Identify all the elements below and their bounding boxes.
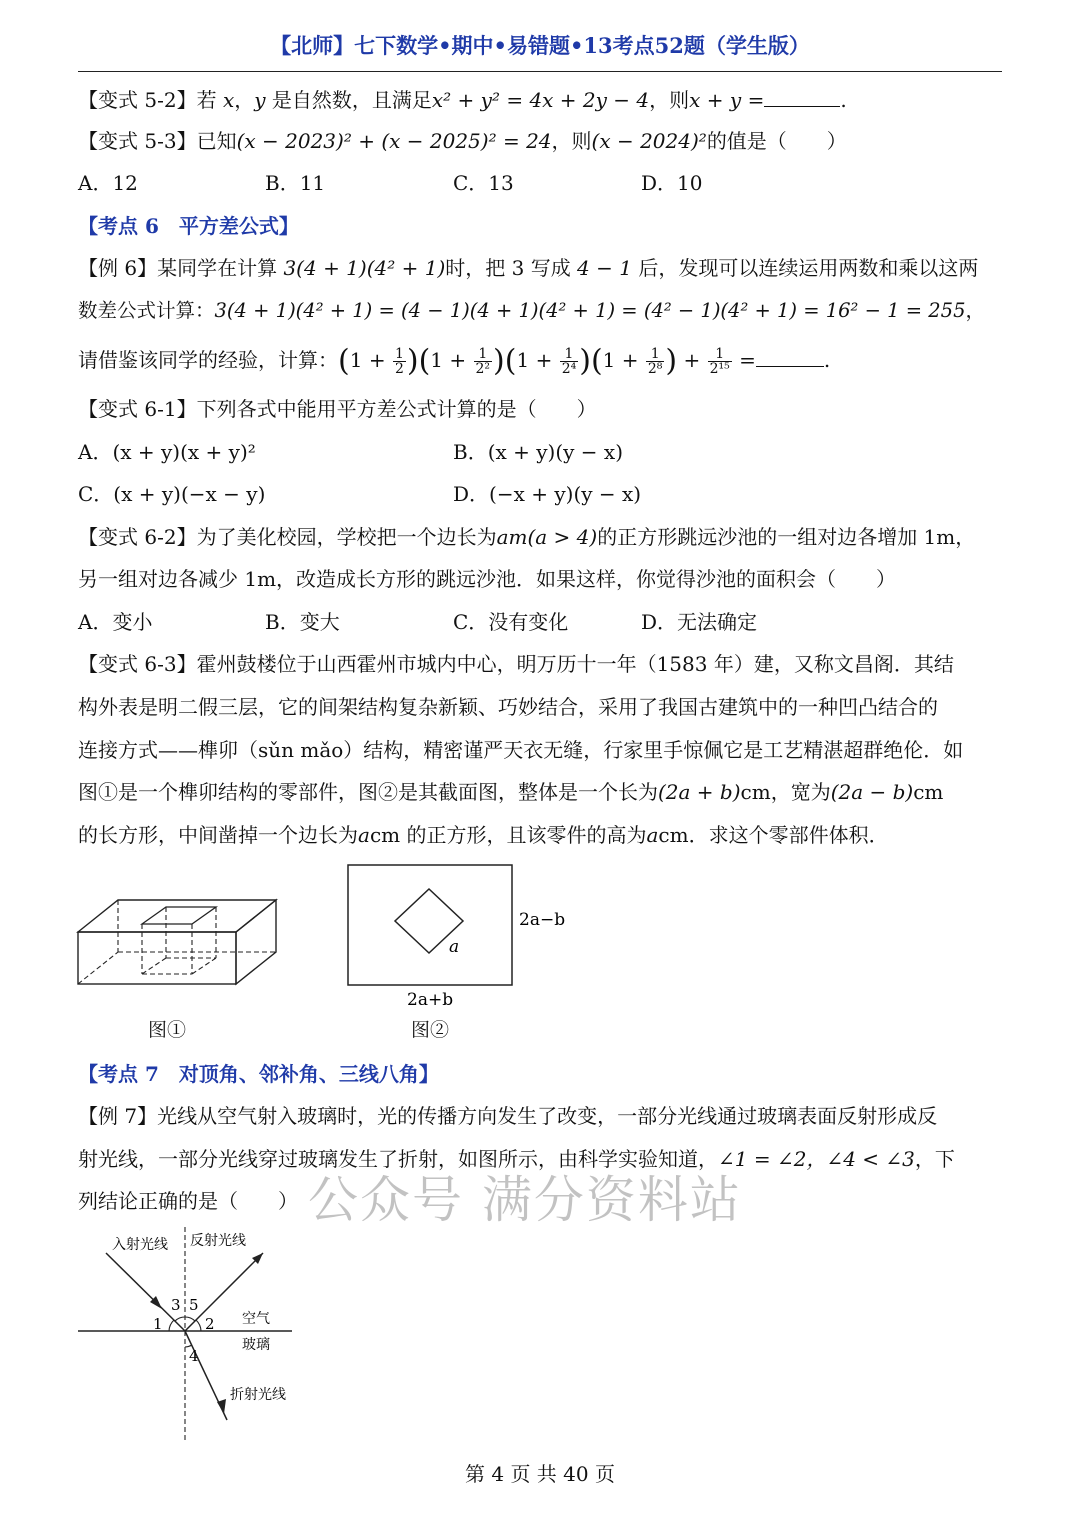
option-b[interactable]: B．变大 [265,610,340,634]
angle-5-label: 5 [189,1296,199,1314]
glass-label: 玻璃 [242,1337,270,1353]
example-label: 【例 6】 [78,256,158,280]
inner-side-label: a [449,937,460,957]
fraction: $\frac{1}{\text{2⁴}}$ [561,346,577,377]
figure-3-light-refraction [70,1225,310,1445]
side-label: 2a−b [519,910,566,930]
example-6-line-2: 数差公式计算：3(4 + 1)(4² + 1) = (4 − 1)(4 + 1)(4² + 1) = (4² − 1)(4² + 1) = 16² − 1 = 255， [78,299,985,322]
angle-3-label: 3 [171,1296,181,1314]
reflected-label: 反射光线 [190,1233,246,1249]
option-d[interactable]: D．10 [641,171,703,195]
header-divider [78,71,1002,72]
angle-1-label: 1 [153,1315,163,1333]
incident-ray [106,1253,185,1331]
fraction: $\frac{1}{\text{2²}}$ [475,346,491,377]
option-a[interactable]: A．12 [78,171,138,195]
fraction: $\frac{1}{\text{2¹⁵}}$ [709,346,730,377]
air-label: 空气 [242,1311,270,1327]
question-6-3-line-5: 的长方形，中间凿掉一个边长为acm 的正方形，且该零件的高为acm．求这个零部件体积． [78,823,889,847]
question-label: 【变式 6-2】 [78,525,197,549]
outer-rectangle [348,865,512,985]
option-c[interactable]: C．13 [453,171,514,195]
box-front-face [78,932,236,984]
option-a[interactable]: A．(x + y)(x + y)² [78,440,256,464]
question-5-3: 【变式 5-3】已知(x − 2023)² + (x − 2025)² = 24，则(x − 2024)²的值是（ ） [78,129,847,153]
angle-2-arc [196,1320,201,1331]
angle-4-label: 4 [189,1347,199,1365]
incident-label: 入射光线 [112,1237,168,1253]
question-6-3-line-1: 【变式 6-3】霍州鼓楼位于山西霍州市城内中心，明万历十一年（1583 年）建，又称文昌阁．其结 [78,652,954,676]
bottom-label: 2a+b [407,990,454,1010]
answer-blank[interactable] [756,366,824,367]
example-6-line-3: 请借鉴该同学的经验，计算：(1 + $\frac{1}{2}$ )(1 + $\frac{1}{\text{2²}}$ )(1 + $\frac{1}{\text{2⁴}}$ )(1 + $\frac{1}{\text{2⁸}}$ ) + $\frac{1}{\text{2¹⁵}}$ = . [78,343,831,379]
section-heading-7: 【考点 7 对顶角、邻补角、三线八角】 [78,1062,439,1086]
answer-blank[interactable] [764,106,840,107]
question-6-3-line-4: 图①是一个榫卯结构的零部件，图②是其截面图，整体是一个长为(2a + b)cm，宽为(2a − b)cm [78,780,944,804]
question-label: 【变式 6-1】 [78,397,197,421]
question-5-2: 【变式 5-2】若 x，y 是自然数，且满足x² + y² = 4x + 2y − 4，则x + y = . [78,88,847,112]
section-heading-6: 【考点 6 平方差公式】 [78,214,299,238]
fraction: $\frac{1}{2}$ [394,346,404,377]
mortise-square [142,907,216,924]
example-7-line-3: 列结论正确的是（ ） [78,1189,298,1213]
question-label: 【变式 5-2】 [78,88,197,112]
fraction: $\frac{1}{\text{2⁸}}$ [647,346,663,377]
angle-1-arc [169,1320,174,1331]
equation: (x − 2023)² + (x − 2025)² = 24 [236,129,552,153]
angle-3-arc [175,1317,185,1321]
box-side-face [236,900,276,984]
question-6-2-line-1: 【变式 6-2】为了美化校园，学校把一个边长为am(a > 4)的正方形跳远沙池的一组对边各增加 1m， [78,525,976,549]
figure-2-cross-section [345,862,575,1012]
figure-2-caption: 图② [411,1019,450,1041]
question-label: 【变式 5-3】 [78,129,197,153]
option-b[interactable]: B．(x + y)(y − x) [453,440,624,464]
figure-1-tenon-part [70,890,290,990]
figure-1-caption: 图① [148,1019,187,1041]
option-c[interactable]: C．没有变化 [453,610,569,634]
question-6-3-line-3: 连接方式——榫卯（sǔn mǎo）结构，精密谨严天衣无缝，行家里手惊佩它是工艺精湛超群绝伦．如 [78,738,964,762]
page-header-title: 【北师】七下数学•期中•易错题•13考点52题（学生版） [270,33,810,58]
angle-5-arc [185,1317,195,1321]
option-d[interactable]: D．无法确定 [641,610,758,634]
example-label: 【例 7】 [78,1104,158,1128]
watermark: 公众号 满分资料站 [308,1171,742,1229]
question-6-3-line-2: 构外表是明二假三层，它的间架结构复杂新颖、巧妙结合，采用了我国古建筑中的一种凹凸结合的 [78,695,938,719]
option-a[interactable]: A．变小 [78,610,153,634]
question-label: 【变式 6-3】 [78,652,197,676]
box-top-face [78,900,276,932]
option-d[interactable]: D．(−x + y)(y − x) [453,482,642,506]
equation: x² + y² = 4x + 2y − 4 [431,88,650,112]
option-c[interactable]: C．(x + y)(−x − y) [78,482,266,506]
example-7-line-1: 【例 7】光线从空气射入玻璃时，光的传播方向发生了改变，一部分光线通过玻璃表面反射形成反 [78,1104,938,1128]
angle-2-label: 2 [205,1315,215,1333]
refracted-label: 折射光线 [230,1387,286,1403]
page-footer: 第 4 页 共 40 页 [465,1462,615,1486]
question-6-1: 【变式 6-1】下列各式中能用平方差公式计算的是（ ） [78,397,597,421]
example-6-line-1: 【例 6】某同学在计算 3(4 + 1)(4² + 1)时，把 3 写成 4 − 1 后，发现可以连续运用两数和乘以这两 [78,256,979,280]
option-b[interactable]: B．11 [265,171,326,195]
example-7-line-2: 射光线，一部分光线穿过玻璃发生了折射，如图所示，由科学实验知道，∠1 = ∠2，∠4 < ∠3，下 [78,1147,955,1171]
question-6-2-line-2: 另一组对边各减少 1m，改造成长方形的跳远沙池．如果这样，你觉得沙池的面积会（ ） [78,567,897,591]
